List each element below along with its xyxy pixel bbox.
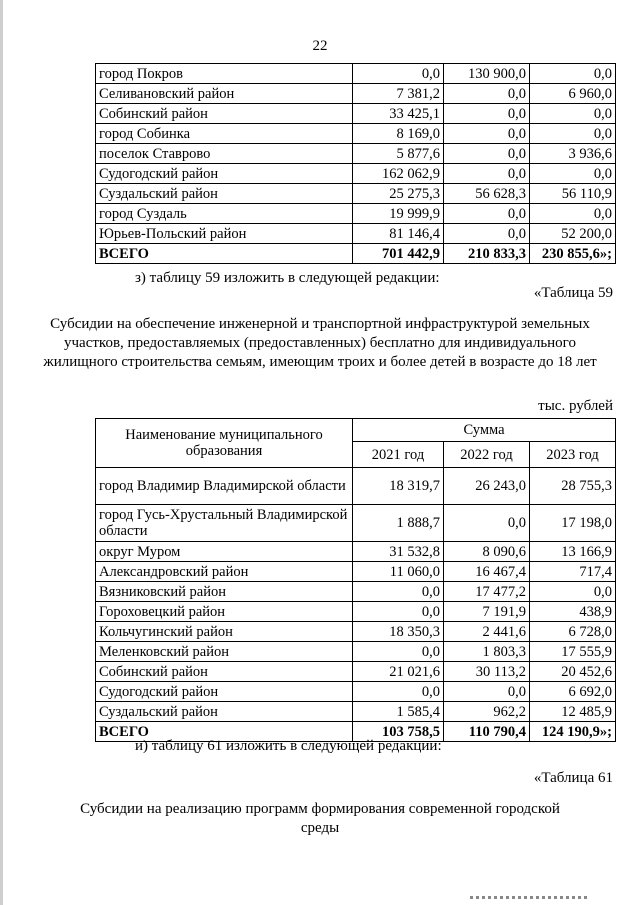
header-year-2022: 2022 год [444, 442, 530, 468]
cell-municipality: Собинский район [96, 104, 353, 124]
header-year-2023: 2023 год [530, 442, 616, 468]
cell-value-2021: 33 425,1 [353, 104, 444, 124]
cell-value-2022: 0,0 [444, 104, 530, 124]
cell-value-2023: 438,9 [530, 602, 616, 622]
table61-label: «Таблица 61 [533, 770, 613, 786]
table-59 [95, 418, 616, 742]
cell-municipality: ВСЕГО [96, 722, 353, 742]
cell-value-2021: 1 888,7 [353, 505, 444, 542]
cell-value-2021: 0,0 [353, 642, 444, 662]
cell-value-2022: 0,0 [444, 144, 530, 164]
cell-value-2023: 0,0 [530, 582, 616, 602]
cell-value-2023: 17 198,0 [530, 505, 616, 542]
cell-value-2023: 0,0 [530, 164, 616, 184]
cell-value-2023: 12 485,9 [530, 702, 616, 722]
cell-municipality: округ Муром [96, 542, 353, 562]
page-number: 22 [312, 38, 328, 54]
cell-value-2023: 6 728,0 [530, 622, 616, 642]
cell-value-2021: 81 146,4 [353, 224, 444, 244]
cell-value-2021: 25 275,3 [353, 184, 444, 204]
table-row [96, 642, 616, 662]
cell-value-2021: 21 021,6 [353, 662, 444, 682]
cell-value-2022: 0,0 [444, 505, 530, 542]
cell-value-2023: 20 452,6 [530, 662, 616, 682]
cell-value-2023: 13 166,9 [530, 542, 616, 562]
cell-value-2021: 18 319,7 [353, 468, 444, 505]
cell-municipality: город Собинка [96, 124, 353, 144]
cell-value-2021: 7 381,2 [353, 84, 444, 104]
cell-municipality: Собинский район [96, 662, 353, 682]
scan-noise [470, 896, 590, 899]
table-row [96, 542, 616, 562]
cell-value-2022: 210 833,3 [444, 244, 530, 264]
instruction-i: и) таблицу 61 изложить в следующей редакции: [135, 738, 442, 754]
cell-value-2023: 3 936,6 [530, 144, 616, 164]
cell-value-2021: 31 532,8 [353, 542, 444, 562]
cell-value-2022: 7 191,9 [444, 602, 530, 622]
cell-value-2022: 130 900,0 [444, 64, 530, 84]
table-row [96, 124, 616, 144]
cell-municipality: Вязниковский район [96, 582, 353, 602]
table-row [96, 204, 616, 224]
cell-value-2023: 6 960,0 [530, 84, 616, 104]
table59-title: Субсидии на обеспечение инженерной и транспортной инфраструктурой земельных участков, предоставляемых (предоставленных) бесплатно для индивидуального жилищного строительства семьям, имеющим троих и более детей в возрасте до 18 лет [43, 316, 597, 370]
cell-municipality: Меленковский район [96, 642, 353, 662]
cell-municipality: Селивановский район [96, 84, 353, 104]
cell-value-2022: 2 441,6 [444, 622, 530, 642]
table-row [96, 602, 616, 622]
cell-value-2022: 0,0 [444, 682, 530, 702]
cell-value-2023: 6 692,0 [530, 682, 616, 702]
cell-value-2021: 0,0 [353, 602, 444, 622]
cell-value-2021: 103 758,5 [353, 722, 444, 742]
cell-municipality: город Покров [96, 64, 353, 84]
cell-value-2021: 1 585,4 [353, 702, 444, 722]
cell-value-2022: 110 790,4 [444, 722, 530, 742]
cell-value-2022: 56 628,3 [444, 184, 530, 204]
table-row [96, 582, 616, 602]
cell-value-2023: 0,0 [530, 204, 616, 224]
cell-value-2021: 0,0 [353, 64, 444, 84]
cell-value-2022: 30 113,2 [444, 662, 530, 682]
cell-municipality: поселок Ставрово [96, 144, 353, 164]
cell-value-2022: 8 090,6 [444, 542, 530, 562]
table-row [96, 702, 616, 722]
table-row [96, 144, 616, 164]
table-row [96, 562, 616, 582]
cell-municipality: город Гусь-Хрустальный Владимирской области [96, 505, 353, 542]
cell-value-2023: 717,4 [530, 562, 616, 582]
cell-value-2021: 701 442,9 [353, 244, 444, 264]
cell-municipality: Гороховецкий район [96, 602, 353, 622]
cell-value-2023: 0,0 [530, 64, 616, 84]
header-sum-column: Сумма [353, 419, 616, 442]
table-row [96, 164, 616, 184]
cell-value-2022: 16 467,4 [444, 562, 530, 582]
cell-municipality: Суздальский район [96, 184, 353, 204]
cell-value-2023: 124 190,9»; [530, 722, 616, 742]
cell-value-2021: 0,0 [353, 682, 444, 702]
cell-value-2022: 0,0 [444, 164, 530, 184]
cell-value-2023: 0,0 [530, 104, 616, 124]
cell-municipality: Кольчугинский район [96, 622, 353, 642]
table-row [96, 224, 616, 244]
cell-value-2023: 0,0 [530, 124, 616, 144]
cell-value-2022: 26 243,0 [444, 468, 530, 505]
cell-value-2021: 162 062,9 [353, 164, 444, 184]
cell-value-2023: 230 855,6»; [530, 244, 616, 264]
header-name-column: Наименование муниципального образования [96, 419, 353, 468]
cell-value-2023: 56 110,9 [530, 184, 616, 204]
table59-label: «Таблица 59 [533, 285, 613, 301]
cell-value-2022: 962,2 [444, 702, 530, 722]
table61-title: Субсидии на реализацию программ формирования современной городской среды [80, 801, 560, 836]
header-year-2021: 2021 год [353, 442, 444, 468]
cell-value-2022: 0,0 [444, 84, 530, 104]
cell-value-2022: 0,0 [444, 204, 530, 224]
table-row [96, 84, 616, 104]
cell-municipality: Суздальский район [96, 702, 353, 722]
cell-value-2023: 17 555,9 [530, 642, 616, 662]
table-row [96, 468, 616, 505]
cell-municipality: Судогодский район [96, 164, 353, 184]
cell-municipality: Судогодский район [96, 682, 353, 702]
cell-value-2021: 8 169,0 [353, 124, 444, 144]
table-row [96, 662, 616, 682]
table-row [96, 622, 616, 642]
cell-value-2021: 19 999,9 [353, 204, 444, 224]
cell-value-2023: 28 755,3 [530, 468, 616, 505]
table-row [96, 64, 616, 84]
cell-municipality: Александровский район [96, 562, 353, 582]
table-row [96, 505, 616, 542]
cell-value-2022: 1 803,3 [444, 642, 530, 662]
cell-value-2021: 5 877,6 [353, 144, 444, 164]
table-continuation [95, 63, 616, 264]
scan-edge-shadow [0, 0, 3, 905]
cell-municipality: ВСЕГО [96, 244, 353, 264]
cell-municipality: город Владимир Владимирской области [96, 468, 353, 505]
table-row [96, 104, 616, 124]
total-row [96, 244, 616, 264]
cell-municipality: город Суздаль [96, 204, 353, 224]
table-row [96, 682, 616, 702]
cell-value-2022: 17 477,2 [444, 582, 530, 602]
cell-value-2021: 11 060,0 [353, 562, 444, 582]
cell-value-2022: 0,0 [444, 224, 530, 244]
table-row [96, 184, 616, 204]
instruction-z: з) таблицу 59 изложить в следующей редакции: [135, 270, 440, 286]
cell-value-2022: 0,0 [444, 124, 530, 144]
units-label: тыс. рублей [538, 398, 613, 414]
cell-value-2021: 0,0 [353, 582, 444, 602]
cell-value-2023: 52 200,0 [530, 224, 616, 244]
cell-municipality: Юрьев-Польский район [96, 224, 353, 244]
cell-value-2021: 18 350,3 [353, 622, 444, 642]
